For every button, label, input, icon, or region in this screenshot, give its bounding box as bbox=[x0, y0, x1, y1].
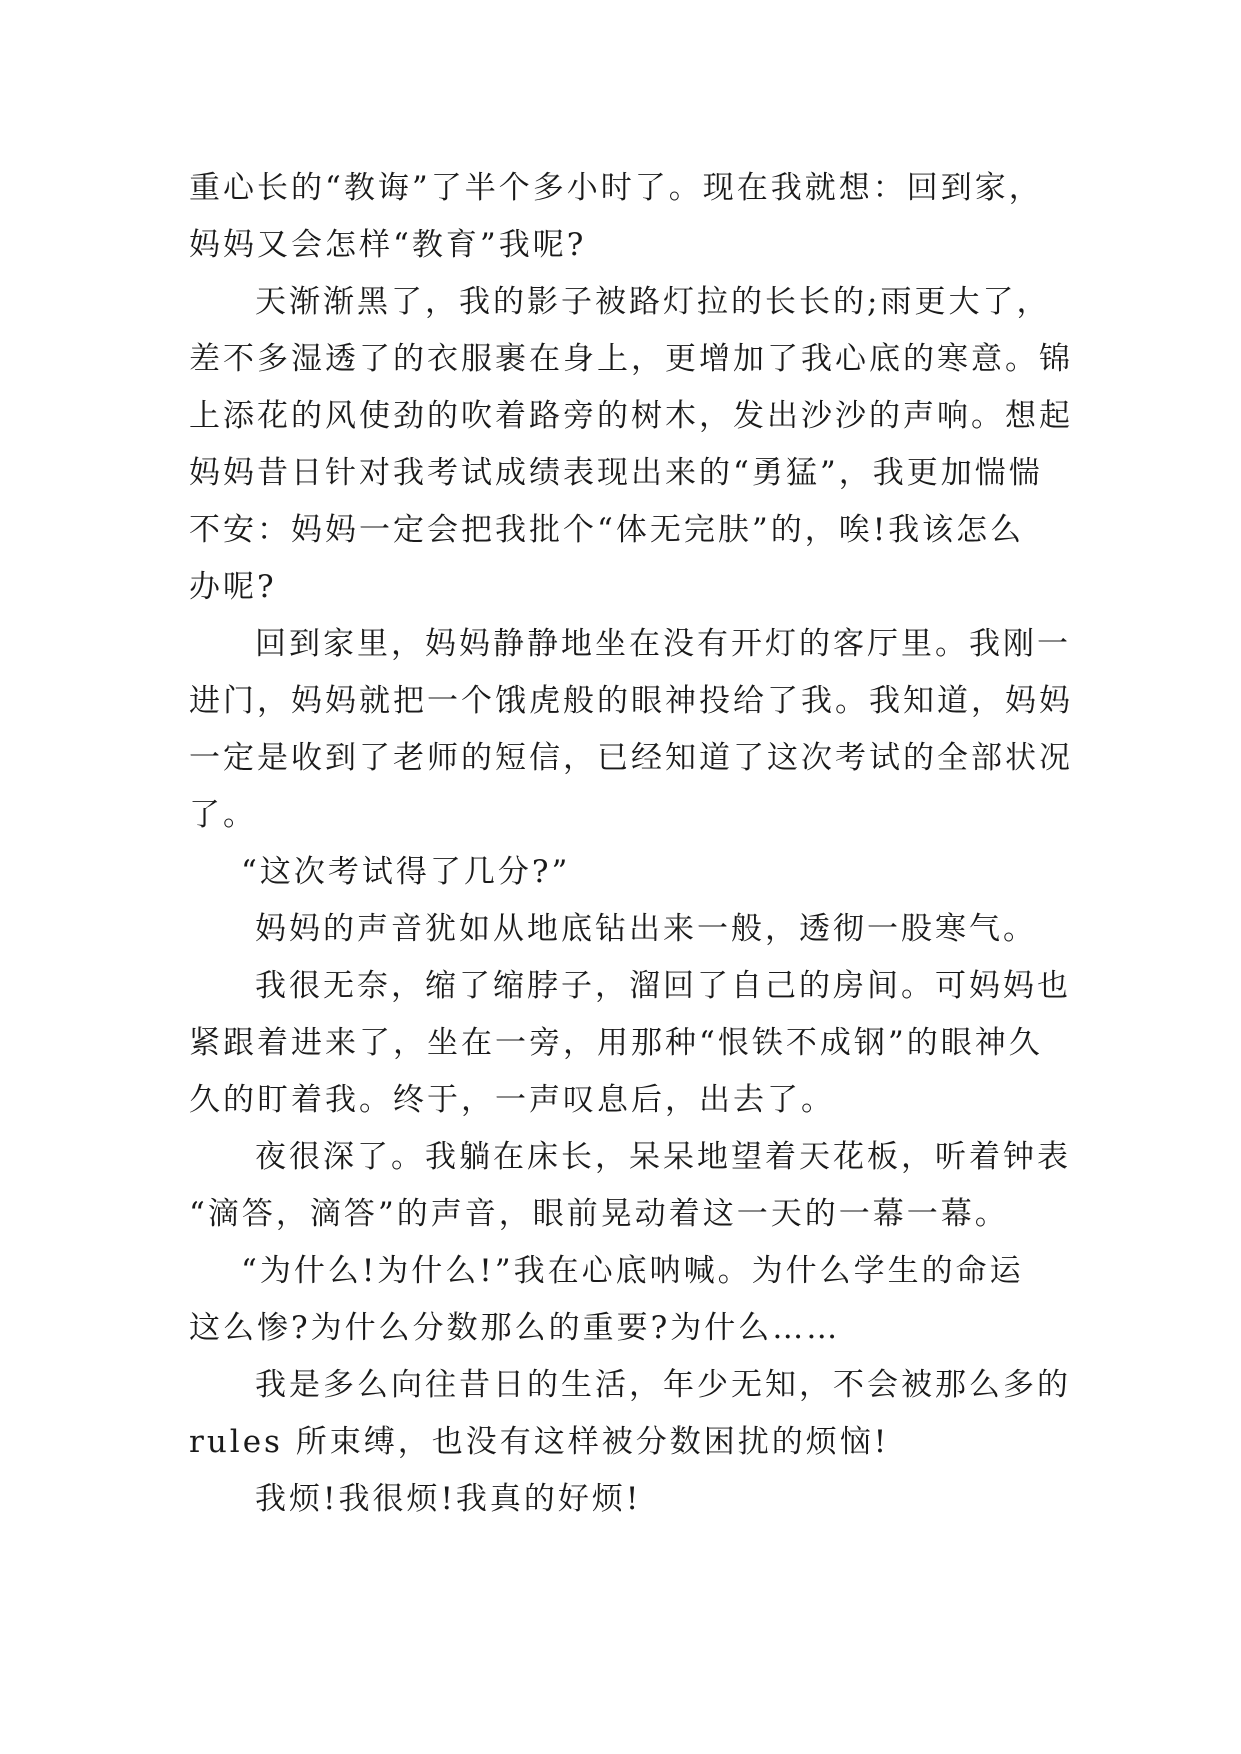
text-line: 重心长的“教诲”了半个多小时了。现在我就想：回到家， bbox=[189, 170, 1043, 206]
text-line: 进门，妈妈就把一个饿虎般的眼神投给了我。我知道，妈妈 bbox=[189, 683, 1073, 719]
paragraph-start-line: 我很无奈，缩了缩脖子，溜回了自己的房间。可妈妈也 bbox=[255, 968, 1071, 1004]
text-line: 不安：妈妈一定会把我批个“体无完肤”的，唉!我该怎么 bbox=[189, 512, 1025, 548]
text-line: 办呢? bbox=[189, 569, 277, 605]
paragraph-start-line: “为什么!为什么!”我在心底呐喊。为什么学生的命运 bbox=[241, 1253, 1024, 1289]
text-line: 这么惨?为什么分数那么的重要?为什么…… bbox=[189, 1310, 841, 1346]
paragraph-start-line: 夜很深了。我躺在床长，呆呆地望着天花板，听着钟表 bbox=[255, 1139, 1071, 1175]
text-line: 差不多湿透了的衣服裹在身上，更增加了我心底的寒意。锦 bbox=[189, 341, 1073, 377]
text-line: 了。 bbox=[189, 797, 257, 833]
text-line: “滴答，滴答”的声音，眼前晃动着这一天的一幕一幕。 bbox=[189, 1196, 1009, 1232]
dialogue-line: “这次考试得了几分?” bbox=[241, 854, 571, 890]
paragraph-start-line: 妈妈的声音犹如从地底钻出来一般，透彻一股寒气。 bbox=[255, 911, 1037, 947]
document-body bbox=[189, 160, 1073, 1528]
text-line: 久的盯着我。终于，一声叹息后，出去了。 bbox=[189, 1082, 835, 1118]
paragraph-start-line: 我烦!我很烦!我真的好烦! bbox=[255, 1481, 642, 1517]
paragraph-start-line: 回到家里，妈妈静静地坐在没有开灯的客厅里。我刚一 bbox=[255, 626, 1071, 662]
paragraph-start-line: 我是多么向往昔日的生活，年少无知，不会被那么多的 bbox=[255, 1367, 1071, 1403]
text-line: rules 所束缚，也没有这样被分数困扰的烦恼! bbox=[189, 1424, 890, 1460]
paragraph-start-line: 天渐渐黑了，我的影子被路灯拉的长长的;雨更大了， bbox=[255, 284, 1051, 320]
text-line: 上添花的风使劲的吹着路旁的树木，发出沙沙的声响。想起 bbox=[189, 398, 1073, 434]
text-line: 妈妈昔日针对我考试成绩表现出来的“勇猛”，我更加惴惴 bbox=[189, 455, 1043, 491]
text-line: 紧跟着进来了，坐在一旁，用那种“恨铁不成钢”的眼神久 bbox=[189, 1025, 1043, 1061]
text-line: 一定是收到了老师的短信，已经知道了这次考试的全部状况 bbox=[189, 740, 1073, 776]
text-line: 妈妈又会怎样“教育”我呢? bbox=[189, 227, 587, 263]
